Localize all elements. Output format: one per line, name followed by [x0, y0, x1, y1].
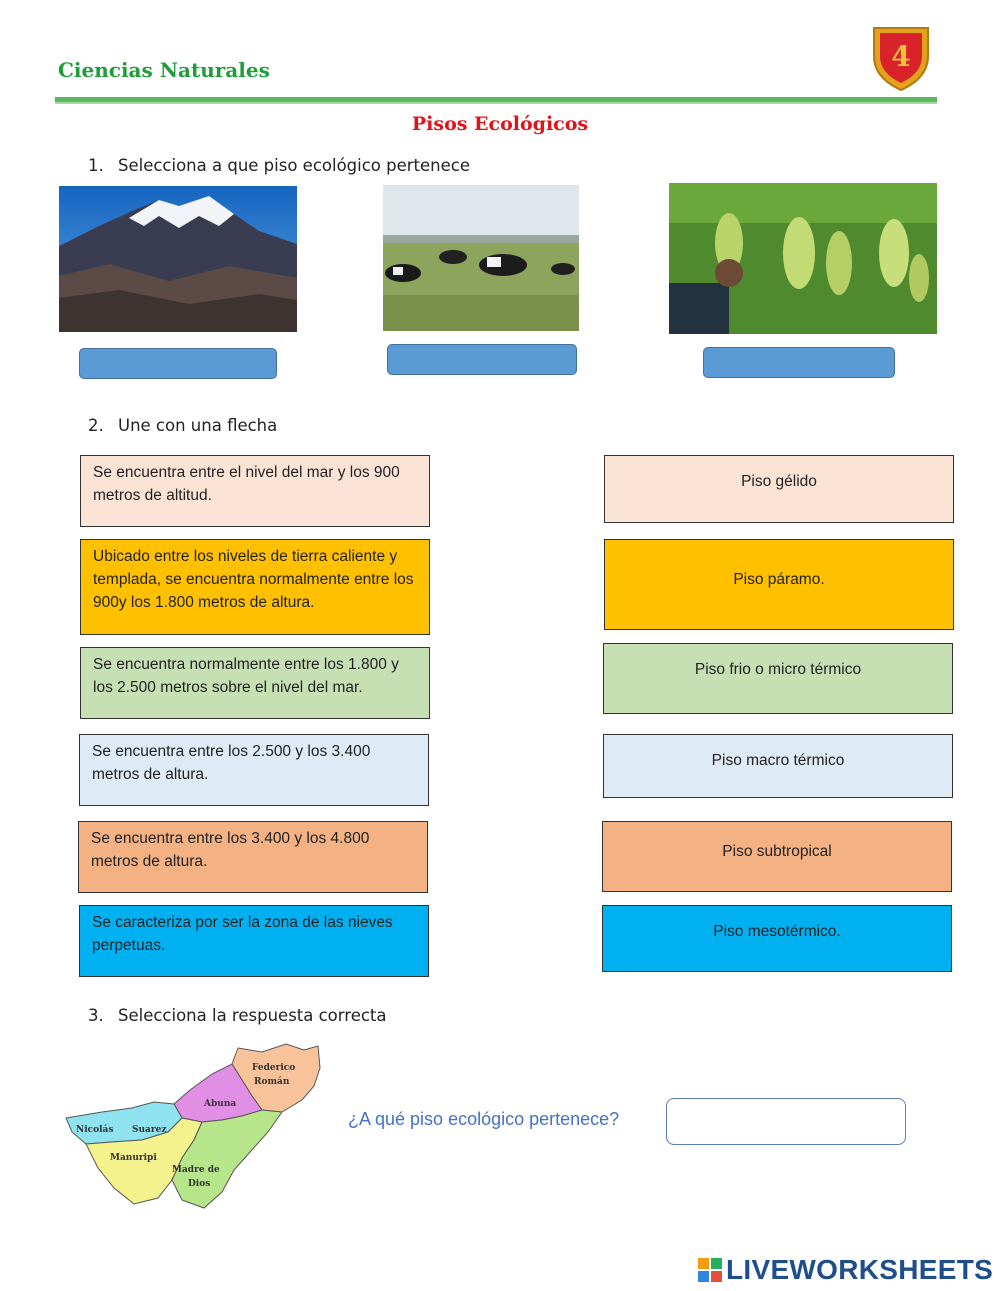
page-title: Pisos Ecológicos — [411, 113, 589, 135]
mountain-image — [59, 186, 297, 332]
badge-number: 4 — [891, 40, 911, 73]
grade-badge — [868, 22, 934, 92]
map-question: ¿A qué piso ecológico pertenece? — [348, 1109, 620, 1129]
map-label-roman: Román — [254, 1077, 290, 1087]
liveworksheets-logo — [698, 1258, 722, 1282]
description-card-5[interactable]: Se encuentra entre los 3.400 y los 4.800 metros de altura. — [78, 821, 428, 893]
question-3-number: 3. — [88, 1006, 104, 1025]
floor-card-frio[interactable]: Piso frio o micro térmico — [603, 643, 953, 714]
question-2-text: Une con una flecha — [118, 416, 278, 435]
floor-card-subtropical[interactable]: Piso subtropical — [602, 821, 952, 892]
description-card-6[interactable]: Se caracteriza por ser la zona de las nieves perpetuas. — [79, 905, 429, 977]
shield-icon — [868, 22, 934, 92]
liveworksheets-mark-icon — [698, 1258, 722, 1282]
map-label-madre: Madre de — [172, 1165, 220, 1175]
pando-map — [62, 1040, 322, 1212]
answer-box-mountain[interactable] — [79, 348, 277, 379]
floor-card-mesotermico[interactable]: Piso mesotérmico. — [602, 905, 952, 972]
answer-input[interactable] — [666, 1098, 906, 1145]
description-card-3[interactable]: Se encuentra normalmente entre los 1.800 y los 2.500 metros sobre el nivel del mar. — [80, 647, 430, 719]
question-1-number: 1. — [88, 156, 104, 175]
description-card-1[interactable]: Se encuentra entre el nivel del mar y los 900 metros de altitud. — [80, 455, 430, 527]
map-label-abuna: Abuna — [204, 1099, 237, 1109]
question-2-number: 2. — [88, 416, 104, 435]
floor-card-gelido[interactable]: Piso gélido — [604, 455, 954, 523]
map-label-suarez: Suarez — [132, 1125, 167, 1135]
cows-image — [383, 185, 579, 331]
map-label-dios: Dios — [188, 1179, 211, 1189]
map-label-manuripi: Manuripi — [110, 1153, 157, 1163]
question-2 — [88, 416, 277, 435]
question-1 — [88, 156, 470, 175]
floor-card-macro[interactable]: Piso macro térmico — [603, 734, 953, 798]
grapes-image — [669, 183, 937, 334]
floor-card-paramo[interactable]: Piso páramo. — [604, 539, 954, 630]
liveworksheets-text: LIVEWORKSHEETS — [726, 1254, 994, 1285]
question-1-text: Selecciona a que piso ecológico pertenece — [118, 156, 471, 175]
subject-title: Ciencias Naturales — [58, 58, 270, 82]
answer-box-cows[interactable] — [387, 344, 577, 375]
question-3 — [88, 1006, 387, 1025]
description-card-4[interactable]: Se encuentra entre los 2.500 y los 3.400 metros de altura. — [79, 734, 429, 806]
description-card-2[interactable]: Ubicado entre los niveles de tierra caliente y templada, se encuentra normalmente entre los 900y los 1.800 metros de altura. — [80, 539, 430, 635]
question-3-text: Selecciona la respuesta correcta — [118, 1006, 387, 1025]
map-label-federico: Federico — [252, 1063, 296, 1073]
answer-box-grapes[interactable] — [703, 347, 895, 378]
header-divider — [55, 97, 937, 104]
map-label-nicolas: Nicolás — [76, 1125, 114, 1135]
